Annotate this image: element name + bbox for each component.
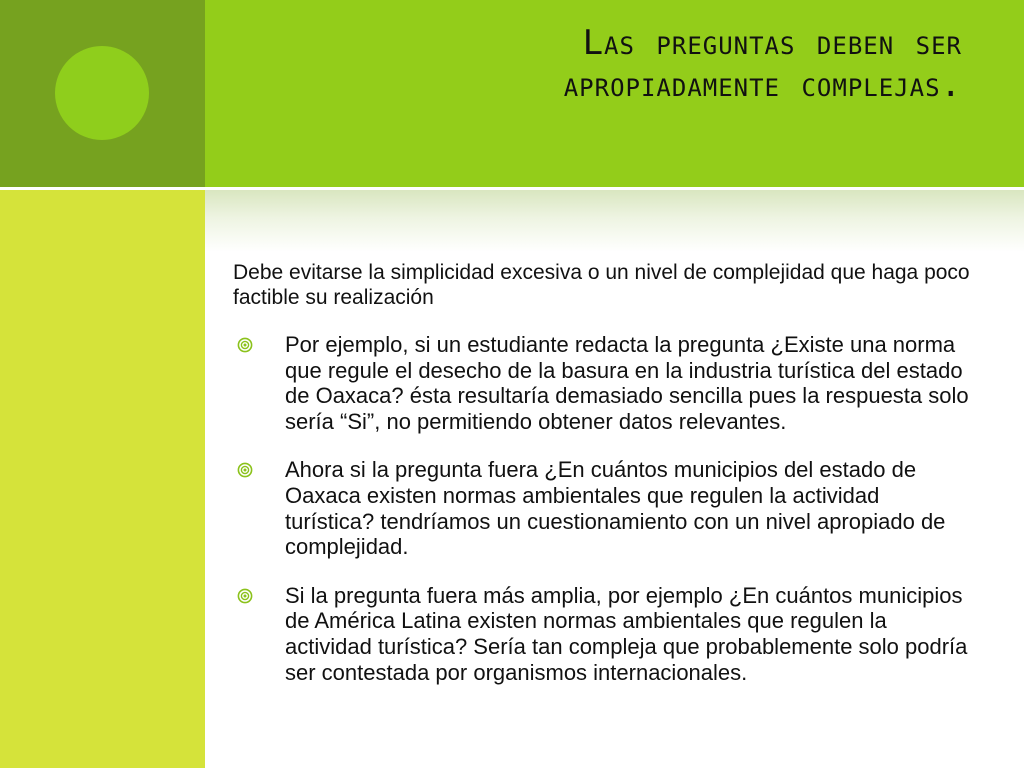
bullet-list — [233, 332, 973, 685]
list-item — [233, 332, 973, 434]
title-header — [205, 0, 1024, 187]
circled-bullet-icon — [237, 337, 253, 353]
decorative-circle — [55, 46, 149, 140]
bullet-text: Si la pregunta fuera más amplia, por ejemplo ¿En cuántos municipios de América Latina existen normas ambientales que regulen la actividad turística? Sería tan compleja que probablemente solo podría ser contestada por organismos internacionales. — [285, 582, 968, 685]
bullet-text: Ahora si la pregunta fuera ¿En cuántos municipios del estado de Oaxaca existen normas ambientales que regulen la actividad turística? tendríamos un cuestionamiento con un nivel apropiado de complejidad. — [285, 457, 946, 560]
circled-bullet-icon — [237, 588, 253, 604]
list-item — [233, 457, 973, 559]
slide-body — [233, 260, 973, 708]
slide-title-line-1: Las preguntas deben ser — [582, 23, 962, 63]
bullet-text: Por ejemplo, si un estudiante redacta la pregunta ¿Existe una norma que regule el desecho de la basura en la industria turística del estado de Oaxaca? ésta resultaría demasiado sencilla pues la respuesta solo sería “Si”, no permitiendo obtener datos relevantes. — [285, 332, 969, 434]
slide-title — [362, 22, 962, 106]
slide-title-line-2: apropiadamente complejas. — [563, 65, 962, 105]
circled-bullet-icon — [237, 462, 253, 478]
gradient-band — [205, 190, 1024, 252]
intro-paragraph: Debe evitarse la simplicidad excesiva o un nivel de complejidad que haga poco factible su realización — [233, 261, 970, 309]
side-lime-block — [0, 190, 205, 768]
list-item — [233, 583, 973, 685]
